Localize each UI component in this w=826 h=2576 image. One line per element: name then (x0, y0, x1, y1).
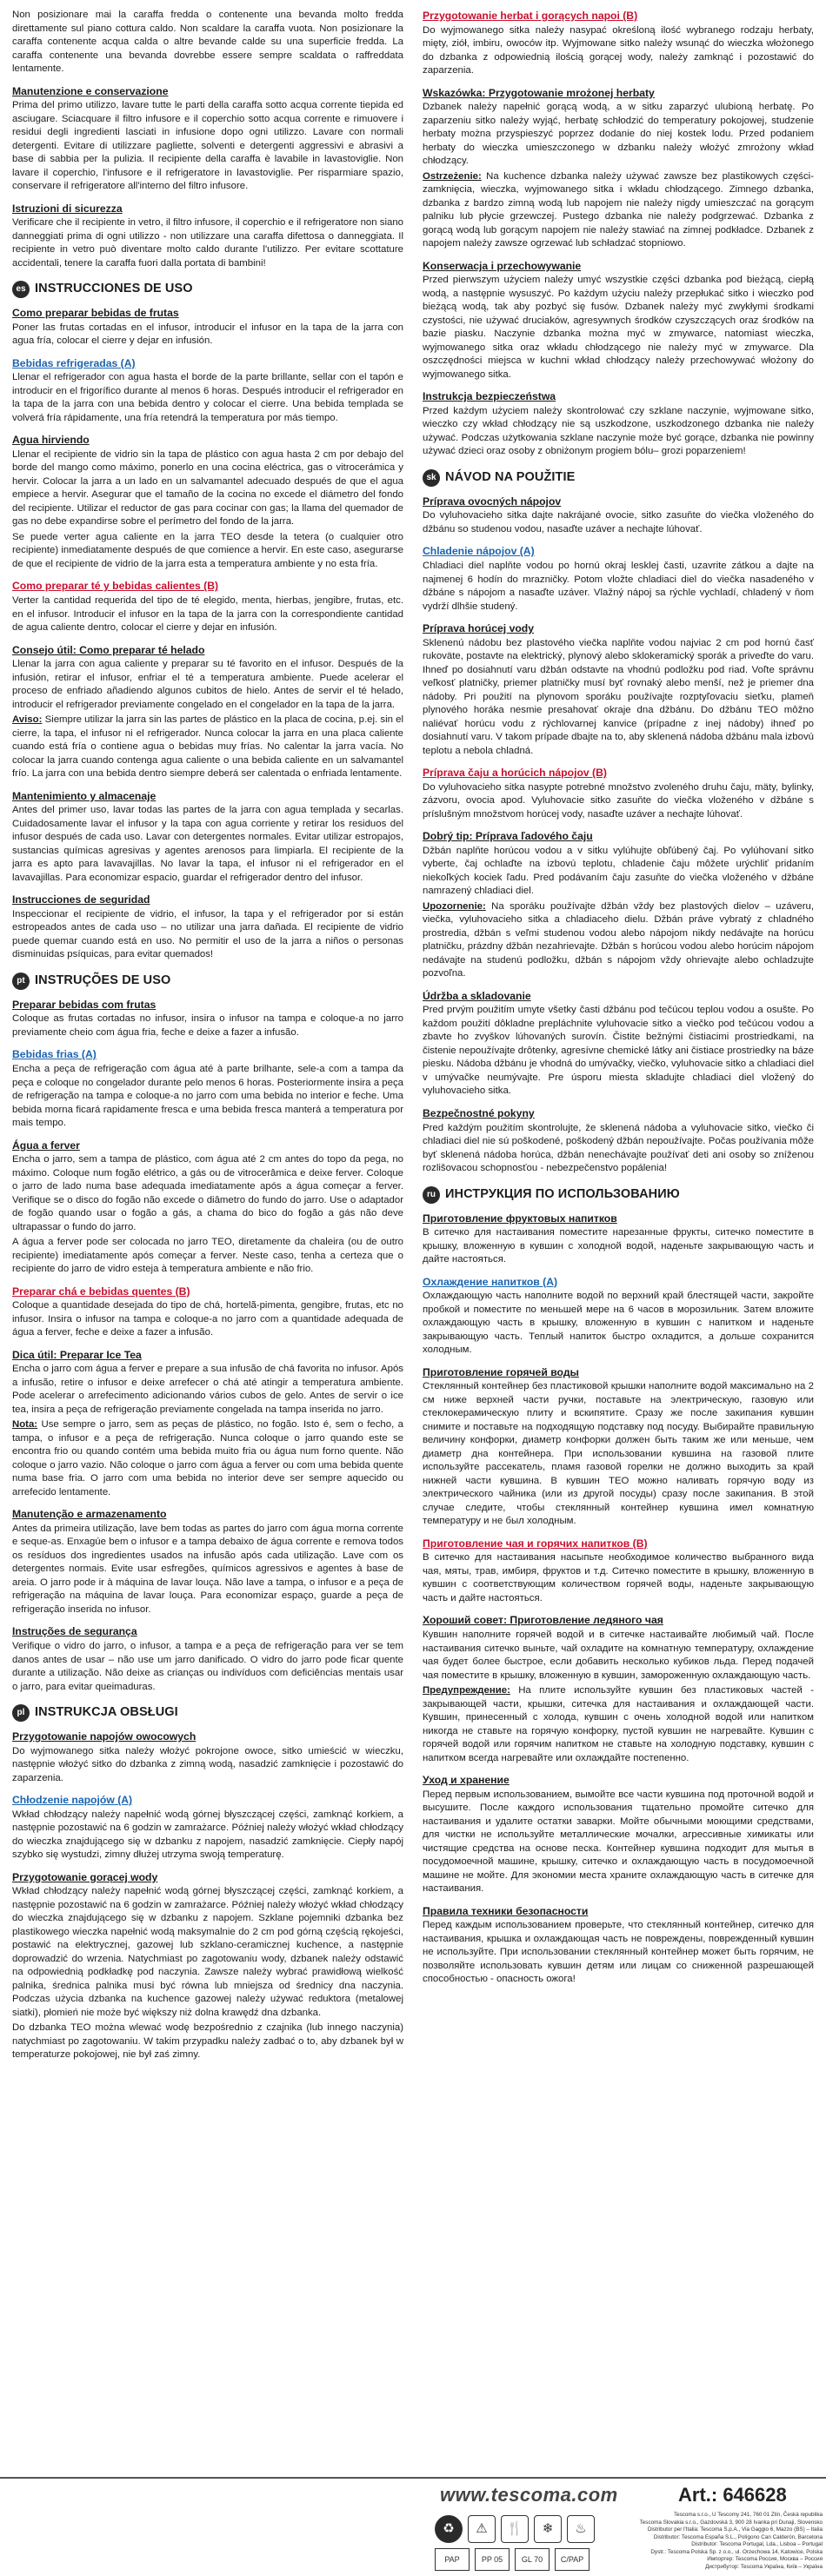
freezer-safe-icon: ❄ (534, 2515, 562, 2543)
company-line: Distributor: Tescoma Portugal, Lda., Lisboa – Portugal (691, 2541, 823, 2547)
es-cold-title: Bebidas refrigeradas (A) (12, 356, 136, 369)
es-maint: Antes del primer uso, lavar todas las partes de la jarra con agua templada y secarlas. Cuidadosamente lavar el infusor y la tapa con agua corriente y retirar los residuos del infusor después de cada uso. Lavar con detergentes normales. Evitar utilizar estropajos, sustancias químicas agresivas y agentes arenosos para limpiarla. El recipiente de la jarra es apto para lavavajillas. No lavar la tapa, el infusor ni el refrigerador en el lavavajillas. Para economizar espacio, guardar el refrigerador dentro del infusor. (12, 805, 403, 883)
website-link[interactable]: www.tescoma.com (440, 2484, 618, 2506)
warning-icon: ⚠ (468, 2515, 496, 2543)
pl-tip: Dzbanek należy napełnić gorącą wodą, a w sitku zaparzyć ulubioną herbatę. Po zaparzeniu sitko należy wyjąć, herbatę schłodzić do temperatury pokojowej, studzenie herbaty można przyspieszyć poprzez dodanie do niej kostek lodu. Przed podaniem herbaty do wieczka umieszczonego w dzbanku należy włożyć zmrożony wkład chłodzący. (423, 102, 814, 167)
company-line: Dystr.: Tescoma Polska Sp. z o.o., ul. Orzechowa 14, Katowice, Polska (650, 2548, 823, 2555)
pl-heading (12, 1704, 403, 1722)
pl-badge-icon: pl (12, 1704, 30, 1722)
pl-warn-text: Na kuchence dzbanka należy używać zawsze bez plastikowych części- zamknięcia, wieczka, wyjmowanego sitka i wkładu chłodzącego. Zimnego dzbanka, dzbanka z bardzo zimną wodą lub napojem nie należy nigdy umieszczać na gorącym palniku lub płycie grzewczej. Pustego dzbanka nie należy podgrzewać. Dzbanka z gorącą wodą lub gorącym napojem nie należy stawiać na zimnej podkładce. Dzbanek z napojem należy zawsze ogrzewać lub schładzać stopniowo. (423, 170, 814, 249)
pt-maint-title: Manutenção e armazenamento (12, 1508, 167, 1521)
material-code-2: PP 05 (475, 2548, 510, 2571)
es-tip: Llenar la jarra con agua caliente y preparar su té favorito en el infusor. Después de la infusión, retirar el infusor, enfriar el té a temperatura ambiente. Puede acelerar el proceso de enfriado añadiendo algunos cubitos de hielo. Antes de servir el té helado, introducir el refrigerador previamente congelado en el congelador en la tapa de la jarra. (12, 659, 403, 710)
pl-boil: Wkład chłodzący należy napełnić wodą górnej błyszczącej części, zamknąć korkiem, a następnie pozostawić na 6 godzin w zamrażarce. Później należy włożyć wkład chłodzący do wieczka znajdującego się w dzbanku z napojem. Szklane pojemniki dzbanka bez plastikowego wieczka napełnić wodą maksymalnie do 2 cm pod górną częścią rękojeści, postawić na elektrycznej, gazowej lub szklano-ceramicznej kuchence, a następnie doprowadzić do wrzenia. Natychmiast po zagotowaniu wody, dzbanek należy odstawić na odpowiednią podkładkę pod naczynia. Zawsze należy wybrać prawidłową wielkość palnika, średnica palnika musi być równa lub mniejsza od średnicy dna naczynia. Podczas użycia dzbanka na kuchence gazowej należy używać reduktora (metalowej siatki), płomień nie może być większy niż dolna krawędź dna dzbanka. (12, 1886, 403, 2018)
ru-hot-title: Приготовление горячей воды (423, 1365, 579, 1378)
right-column (423, 9, 814, 2486)
es-safety: Inspeccionar el recipiente de vidrio, el infusor, la tapa y el refrigerador por si están estropeados antes de cada uso – no utilizar una jarra dañada. El recipiente de vidrio puede quemar cuando está en uso. No permitir el uso de la jarra a niños o personas disminuidas psíquicas, para evitar quemados! (12, 908, 403, 960)
ru-cold: Охлаждающую часть наполните водой по верхний край блестящей части, закройте пробкой и поместите по меньшей мере на 6 часов в морозильник. Затем вложите охлаждающую часть в крышку, вложенную в кувшин с напитком и наденьте закрывающую часть. Теплый напиток быстро охладится, а дольше сохранится холодным. (423, 1291, 814, 1356)
company-line: Импортер: Tescoma Россия, Москва – Россия (707, 2556, 823, 2562)
es-warn-label: Aviso: (12, 714, 43, 726)
ru-warn-label: Предупреждение: (423, 1685, 510, 1696)
ru-heading (423, 1186, 814, 1204)
es-safety-title: Instrucciones de seguridad (12, 893, 150, 906)
pl-maint-title: Konserwacja i przechowywanie (423, 259, 582, 272)
pl-boil-title: Przygotowanie gorącej wody (12, 1870, 158, 1883)
sk-warn-label: Upozornenie: (423, 900, 486, 912)
pl-tea: Do wyjmowanego sitka należy nasypać określoną ilość wybranego rodzaju herbaty, mięty, ziół, imbiru, owoców itp. Wyjmowane sitko należy wsunąć do wieczka włożonego do dzbanka z odpowiednią ilością gorącej wody, należy zamknąć i pozostawić do zaparzenia. (423, 24, 814, 76)
pt-safety-title: Instruções de segurança (12, 1625, 137, 1638)
pt-maint: Antes da primeira utilização, lave bem todas as partes do jarro com água morna corrente e seque-as. Enxagúe bem o infusor e a tampa debaixo de água corrente e remova todos os resíduos dos ingredientes usados na infusão após cada utilização. Lave com os detergentes normais. Evite usar esfregões, químicos agressivos e agentes à base de areia. O jarro pode ir à máquina de lavar louça. Não lave a tampa, o infusor e a peça de refrigeração na máquina de lavar louça. Para economizar espaço, guarde a peça de refrigeração inserida no infusor. (12, 1523, 403, 1615)
pt-safety: Verifique o vidro do jarro, o infusor, a tampa e a peça de refrigeração para ver se tem danos antes de usar – não use um jarro danificado. O vidro do jarro pode ficar quente durante a utilização. Não deixe as crianças ou indivíduos com deficiências mentais usar o jarro, para evitar queimaduras. (12, 1641, 403, 1692)
pl-safety-title: Instrukcja bezpieczeństwa (423, 390, 556, 403)
pt-cold-title: Bebidas frias (A) (12, 1048, 97, 1061)
sk-heading (423, 469, 814, 487)
es-heading (12, 281, 403, 298)
sk-maint: Pred prvým použitím umyte všetky časti džbánu pod tečúcou teplou vodou a osušte. Po každom použití dôkladne prepláchnite vyluhovacie sitko a viečko pod tečúcou vodou a zbavte ho zvyškov lúhovaných surovín. Čistite bežnými čistiacimi prostriedkami, na čistenie nepoužívajte drôtenky, agresívne chemické látky ani čistiace prostriedky na báze piesku. Nádoba džbánu je vhodná do umývačky, viečko, vyluhovacie sitko a chladiaci diel v umývačke neumývajte. Pre úsporu miesta skladujte chladiaci diel vložený do vyluhovacieho sitka. (423, 1005, 814, 1097)
pl-warn-label: Ostrzeżenie: (423, 170, 482, 182)
pt-fruit: Coloque as frutas cortadas no infusor, insira o infusor na tampa e coloque-a no jarro previamente cheio com água fria, feche e deixe a fazer a infusão. (12, 1013, 403, 1038)
sk-maint-title: Údržba a skladovanie (423, 989, 531, 1002)
material-code-4: C/PAP (555, 2548, 590, 2571)
heat-safe-icon: ♨ (567, 2515, 595, 2543)
it-safety: Verificare che il recipiente in vetro, il filtro infusore, il coperchio e il refrigeratore non siano danneggiati prima di ogni utilizzo - non utilizzare una caraffa difettosa o danneggiata. Il recipiente in vetro può diventare molto caldo durante l'utilizzo. Per evitare scottature accidentali, tenere la caraffa fuori dalla portata di bambini! (12, 217, 403, 269)
article-number: Art.: 646628 (678, 2484, 787, 2506)
material-symbol-row (435, 2548, 590, 2571)
pt-tip: Encha o jarro com água a ferver e prepare a sua infusão de chá favorita no infusor. Após a infusão, retire o infusor e deixe arrefecer o chá até atingir a temperatura ambiente. Pode acelerar o arrefecimento adicionando vários cubos de gelo. Antes de servir o ice tea, insira a peça de refrigeração previamente congelada na tampa inserida no jarro. (12, 1364, 403, 1415)
food-safe-icon: 🍴 (501, 2515, 529, 2543)
pt-note (12, 1418, 403, 1499)
ru-warning (423, 1684, 814, 1765)
it-maint-title: Manutenzione e conservazione (12, 84, 169, 97)
pl-safety: Przed każdym użyciem należy skontrolować czy szklane naczynie, wyjmowane sitko, wieczko czy wkład chłodzący nie są uszkodzone, uszkodzonego dzbanka nie należy używać. Podczas użytkowania szklane naczynie może być gorące, dzbanka nie powinny używać dzieci oraz osoby z obniżonym progiem bólu– grozi poparzeniem! (423, 405, 814, 457)
es-tea-title: Como preparar té y bebidas calientes (B) (12, 580, 219, 593)
sk-tea-title: Príprava čaju a horúcich nápojov (B) (423, 767, 607, 780)
footer (0, 2477, 826, 2576)
pt-tea-title: Preparar chá e bebidas quentes (B) (12, 1285, 190, 1298)
it-maint: Prima del primo utilizzo, lavare tutte le parti della caraffa sotto acqua corrente tiepida ed asciugare. Sciacquare il filtro infusore e il coperchio sotto acqua corrente e rimuovere i residui degli ingredienti lasciati in infusione dopo ogni utilizzo. Lavare con normali detergenti. Evitare di utilizzare pagliette, solventi e detergenti aggressivi e abrasivi a base di sabbia per la pulizia. Il recipiente della caraffa è lavabile in lavastoviglie. Non lavare il coperchio, l'infusore e il refrigeratore in lavastoviglie. Per risparmiare spazio, conservare il refrigeratore all'interno del filtro infusore. (12, 100, 403, 192)
pt-title: INSTRUÇÕES DE USO (35, 973, 171, 987)
ru-cold-title: Охлаждение напитков (A) (423, 1275, 558, 1288)
sk-hot: Sklenenú nádobu bez plastového viečka naplňte vodou najviac 2 cm pod hornú časť rukoväte, postavte na elektrický, plynový alebo sklokeramický sporák a priveďte do varu. Ihneď po dosiahnutí varu džbán odstavte na vhodnú podložku pod riad. Voľte správnu veľkosť platničky, priemer platničky musí byť rovnaký alebo menší, než je priemer dna nádoby. Pri použití na plynovom sporáku používajte rozptyľovaciu sieťku, plameň plynového horáka nesmie presahovať okraje dna džbánu. Do džbánu TEO môžno naliévať horúcu vodu z rýchlovarnej kanvice (prípadne z inej nádoby) ihneď po dosiahnutí varu. V takom prípade dbajte na to, aby sklenená nádoba džbánu mala izbovú teplotu a nebola chladná. (423, 637, 814, 756)
sk-tea: Do vyluhovacieho sitka nasypte potrebné množstvo zvoleného druhu čaju, mäty, bylinky, zázvoru, ovocia apod. Vyluhovacie sitko zasuňte do viečka vloženého v džbáne s príslušným množstvom horúcej vody, nasaďte uzáver a nechajte lúhovať. (423, 781, 814, 820)
sk-hot-title: Príprava horúcej vody (423, 622, 535, 635)
ru-warn-text: На плите используйте кувшин без пластиковых частей - закрывающей части, крышки, ситечка для настаивания и охлаждающей части. Кувшин, принесенный с холода, кувшин с очень холодной водой или напитком никогда не ставьте на горячую конфорку, пустой кувшин не нагревайте. Кувшин с горячей водой или горячим напитком не ставьте на холодную подставку, кувшин с напитком всегда нагревайте или охлаждайте постепенно. (423, 1685, 814, 1763)
sk-tip: Džbán naplňte horúcou vodou a v sitku vylúhujte obľúbený čaj. Po vylúhovaní sitko vyberte, čaj ochlaďte na izbovú teplotu, chladenie čaju môžete urýchliť pridaním niekoľkých kociek ľadu. Pred podávaním čaju zasuňte do viečka vloženého v džbáne namrazený chladiaci diel. (423, 845, 814, 897)
es-warning (12, 714, 403, 781)
sk-fruit-title: Príprava ovocných nápojov (423, 495, 562, 508)
pt-tea: Coloque a quantidade desejada do tipo de chá, hortelã-pimenta, gengibre, frutas, etc no infusor. Insira o infusor na tampa e coloque-a no jarro com a quantidade adequada de água a ferver, feche e deixe a fazer a infusão. (12, 1300, 403, 1338)
sk-warning (423, 900, 814, 981)
sk-badge-icon: sk (423, 469, 440, 487)
it-intro: Non posizionare mai la caraffa fredda o contenente una bevanda molto fredda direttamente sul piano cottura caldo. Non scaldare la caraffa vuota. Non posizionare la caraffa contenente acqua calda o altre bevande calde su una superficie fredda. La caraffa contenente una bevanda dovrebbe essere sempre scaldata o raffreddata lentamente. (12, 10, 403, 74)
ru-tea: В ситечко для настаивания насыпьте необходимое количество выбранного вида чая, мяты, трав, имбиря, фруктов и т.д. Ситечко поместите в крышку, вложенную в кувшин с соответствующим количеством горячей воды, наденьте закрывающую часть и дайте настояться. (423, 1552, 814, 1603)
ru-tip-title: Хороший совет: Приготовление ледяного чая (423, 1614, 663, 1627)
pt-heading (12, 973, 403, 990)
recycle-icon: ♻ (435, 2515, 463, 2543)
es-fruit-title: Como preparar bebidas de frutas (12, 307, 179, 320)
left-column (12, 9, 403, 2486)
pl-fruit: Do wyjmowanego sitka należy włożyć pokrojone owoce, sitko umieścić w wieczku, następnie włożyć sitko do dzbanka z zimną wodą, nasadzić zamknięcie i pozostawić do zaparzenia. (12, 1745, 403, 1783)
sk-title: NÁVOD NA POUŽITIE (445, 470, 576, 485)
pl-tea-title: Przygotowanie herbat i gorących napoi (B) (423, 10, 638, 22)
pt-note-text: Use sempre o jarro, sem as peças de plástico, no fogão. Isto é, sem o fecho, a tampa, o infusor e a peça de refrigeração. Nunca coloque o jarro quando este se encontra frio ou quando contém uma bebida muito fria ou água num forno quente. Não coloque o jarro vazio. Não coloque o jarro com água a ferver ou com uma bebida quente numa base fria. O jarro com uma bebida no interior deve ser sempre aquecido ou arrefecido lentamente. (12, 1419, 403, 1497)
pl-fruit-title: Przygotowanie napojów owocowych (12, 1730, 197, 1743)
pt-boil2: A água a ferver pode ser colocada no jarro TEO, diretamente da chaleira (ou de outro recipiente) imediatamente após começar a ferver. Neste caso, tenha a certeza que o recipiente do jarro de vidro esteja à temperatura ambiente e não frio. (12, 1237, 403, 1275)
pt-note-label: Nota: (12, 1419, 38, 1431)
sk-fruit: Do vyluhovacieho sitka dajte nakrájané ovocie, sitko zasuňte do viečka vloženého do džbánu so studenou vodou, nasaďte uzáver a nechajte lúhovať. (423, 510, 814, 534)
company-line: Distributor: Tescoma España S.L., Polígono Can Calderón, Barcelona (653, 2533, 823, 2540)
ru-fruit-title: Приготовление фруктовых напитков (423, 1212, 617, 1225)
es-hot-title: Agua hirviendo (12, 434, 90, 447)
sk-warn-text: Na sporáku používajte džbán vždy bez plastových dielov – uzáveru, viečka, vyluhovacieho sitka a chladiaceho dielu. Džbán práve vybratý z chladného prostredia, džbán s veľmi studenou vodou alebo nápojom nikdy nedávajte na horúcu platničku, prázdny džbán nezahrievajte. Džbán s horúcou vodou alebo horúcim nápojom nedávajte na studenú podložku, džbán s nápojom vždy ohrievajte alebo ochladzujte pozvoľna. (423, 900, 814, 979)
sk-safety-title: Bezpečnostné pokyny (423, 1106, 535, 1119)
ru-hot: Стеклянный контейнер без пластиковой крышки наполните водой максимально на 2 см ниже верхней части ручки, поставьте на электрическую, газовую или стеклокерамическую плиту и вскипятите. Сразу же после закипания кувшин снимите и поставьте на подходящую подставку под посуду. Выбирайте правильную величину конфорки, диаметр конфорки должен быть таким же или меньше, чем диаметр дна контейнера. При использовании кувшина на газовой плите используйте рассекатель, пламя газовой горелки не должно выходить за край нижней части кувшина. В кувшин TEO можно наливать горячую воду из электрического чайника (или из другой посуды) сразу после закипания. В этой случае следите, чтобы стеклянный контейнер кувшина имел комнатную температуру и не был холодным. (423, 1381, 814, 1527)
pl-title: INSTRUKCJA OBSŁUGI (35, 1705, 178, 1720)
symbol-row (435, 2515, 595, 2543)
es-warn-text: Siempre utilizar la jarra sin las partes de plástico en la placa de cocina, p.ej. sin el cierre, la tapa, el infusor ni el refrigerador. Nunca colocar la jarra en una placa caliente cuando está fría o contiene agua o bebidas muy frías. No calentar la jarra vacía. No colocar la jarra cuando contenga agua caliente o una bebida caliente en un salvamantel frío. La jarra con una bebida dentro siempre deberá ser calentada o enfriada lentamente. (12, 714, 403, 780)
ru-tea-title: Приготовление чая и горячих напитков (B) (423, 1537, 648, 1550)
pl-cold-title: Chłodzenie napojów (A) (12, 1794, 133, 1807)
es-tea: Verter la cantidad requerida del tipo de té elegido, menta, hierbas, jengibre, frutas, etc. en el infusor. Introducir el infusor en la tapa de la jarra con la correspondiente cantidad de agua caliente dentro, colocar el cierre y dejar en infusión. (12, 595, 403, 634)
pl-maint: Przed pierwszym użyciem należy umyć wszystkie części dzbanka pod bieżącą, ciepłą wodą, a następnie wysuszyć. Po każdym użyciu należy przepłukać sitko i wieczko pod bieżącą wodą, tak aby pozbyć się fusów. Dzbanek należy myć zwykłymi środkami czystości, nie używać druciaków, agresywnych środków czyszczących oraz środków na bazie piasku. Naczynie dzbanka można myć w zmywarce, natomiast wieczka, wyjmowanego sitka oraz wkładu chłodzącego nie należy myć w zmywarce. Dla oszczędności miejsca w kuchni wkład chłodzący należy przechowywać włożony do wyjmowanego sitka. (423, 275, 814, 380)
sk-safety: Pred každým použitím skontrolujte, že sklenená nádoba a vyluhovacie sitko, viečko či chladiaci diel nie sú poškodené, poškodený džbán nepoužívajte. Počas používania môže byť sklenená nádoba horúca, džbán nenechávajte používať deti ani osoby so zníženou rozlišovacou schopnosťou - nebezpečenstvo popálenia! (423, 1122, 814, 1174)
pl-warning (423, 170, 814, 251)
ru-fruit: В ситечко для настаивания поместите нарезанные фрукты, ситечко поместите в крышку, вложенную в кувшин с холодной водой, наденьте закрывающую часть и дайте настояться. (423, 1227, 814, 1265)
pt-badge-icon: pt (12, 973, 30, 990)
pt-tip-title: Dica útil: Preparar Ice Tea (12, 1348, 142, 1361)
sk-cold: Chladiaci diel naplňte vodou po hornú okraj lesklej časti, uzavrite zátkou a dajte na najmenej 6 hodín do mrazničky. Potom vložte chladiaci diel do viečka nasadeného v džbáne s nápojom a nasaďte uzáver. Vlažný nápoj sa rýchle vychladí, chladený v ňom vydrží dlhšie studený. (423, 561, 814, 612)
footer-divider (0, 2477, 826, 2479)
company-line: Tescoma s.r.o., U Tescomy 241, 760 01 Zlín, Česká republika (673, 2512, 823, 2518)
material-code-1: PAP (435, 2548, 470, 2571)
es-badge-icon: es (12, 281, 30, 298)
es-cold: Llenar el refrigerador con agua hasta el borde de la parte brillante, sellar con el tapón e introducir en el frigorífico durante al menos 6 horas. Después introducir el refrigerador en la tapa de la jarra con una bebida dentro y colocar el cierre. Una bebida templada se volverá fría rápidamente, una fría retendrá la temperatura por más tiempo. (12, 372, 403, 423)
es-hot: Llenar el recipiente de vidrio sin la tapa de plástico con agua hasta 2 cm por debajo del borde del mango como máximo, ponerlo en una cocina eléctrica, gas o vitrocerámica y hervir. Colocar la jarra a un lado en un salvamantel adecuado después de que el agua empiece a hervir. Asegurar que el tamaño de la cocina no excede el diámetro del fondo del recipiente. Utilizar el reductor de gas para cocinar con gas; la llama del quemador de gas no debe expandirse sobre el perímetro del fondo de la jarra. (12, 448, 403, 528)
material-code-3: GL 70 (515, 2548, 550, 2571)
pt-fruit-title: Preparar bebidas com frutas (12, 998, 157, 1011)
pt-boil-title: Água a ferver (12, 1139, 80, 1152)
ru-maint: Перед первым использованием, вымойте все части кувшина под проточной водой и высушите. После каждого использования тщательно промойте ситечко для настаивания и удалите остатки заварки. Мойте обычными моющими средствами, для чистки не используйте металлические мочалки, агрессивные химикаты или чистящие средства на основе песка. Контейнер кувшина подходит для мытья в посудомоечной машине, крышку, ситечко и охлаждающую часть в посудомоечной машине не мойте. Для экономии места храните охлаждающую часть в ситечке для настаивания. (423, 1789, 814, 1895)
pl-boil2: Do dzbanka TEO można wlewać wodę bezpośrednio z czajnika (lub innego naczynia) natychmiast po zagotowaniu. W takim przypadku należy zadbać o to, aby dzbanek był w temperaturze pokojowej, nie był zaś zimny. (12, 2022, 403, 2061)
es-title: INSTRUCCIONES DE USO (35, 282, 193, 296)
ru-title: ИНСТРУКЦИЯ ПО ИСПОЛЬЗОВАНИЮ (445, 1186, 680, 1201)
pl-tip-title: Wskazówka: Przygotowanie mrożonej herbaty (423, 86, 655, 99)
pt-cold: Encha a peça de refrigeração com água até à parte brilhante, sele-a com a tampa da peça e coloque no congelador durante pelo menos 6 horas. Posteriormente insira a peça de refrigeração na tampa e coloque-a no jarro com uma bebida no interior e feche. Uma bebida morna ficará rapidamente fresca e uma bebida fresca manterá a temperatura por mais tempo. (12, 1064, 403, 1129)
pl-cold: Wkład chłodzący należy napełnić wodą górnej błyszczącej części, zamknąć korkiem, a następnie pozostawić na 6 godzin w zamrażarce. Później należy włożyć wkład chłodzący do wieczka znajdującego się w dzbanku z napojem, nasadzić zamknięcie. Ciepły napój szybko się wystudzi, zimny dłużej utrzyma swoją temperaturę. (12, 1809, 403, 1861)
company-line: Distributor per l'Italia: Tescoma S.p.A., Via Gaggio 6, Mazzo (BS) – Italia (647, 2526, 823, 2533)
sk-tip-title: Dobrý tip: Príprava ľadového čaju (423, 830, 593, 843)
pt-boil: Encha o jarro, sem a tampa de plástico, com água até 2 cm antes do topo da pega, no máximo. Coloque num fogão elétrico, a gás ou de vitrocerâmica e deixe ferver. Coloque o jarro de lado numa base adequada imediatamente após a água começar a ferver. Verifique se o disco do fogão não excede o diâmetro do fundo do jarro. Use o adaptador de fogão quando usar o fogão a gás, a chama do bico do fogão a gás não deve ultrapassar o fundo do jarro. (12, 1154, 403, 1232)
it-safety-title: Istruzioni di sicurezza (12, 202, 123, 215)
es-fruit: Poner las frutas cortadas en el infusor, introducir el infusor en la tapa de la jarra con agua fría, colocar el cierre y dejar en infusión. (12, 322, 403, 347)
es-tip-title: Consejo útil: Como preparar té helado (12, 643, 205, 656)
ru-maint-title: Уход и хранение (423, 1774, 510, 1786)
company-line: Tescoma Slovakia s.r.o., Gazdovská 3, 900 28 Ivanka pri Dunaji, Slovensko (639, 2519, 823, 2526)
sk-cold-title: Chladenie nápojov (A) (423, 545, 535, 558)
ru-tip: Кувшин наполните горячей водой и в ситечке настаивайте любимый чай. После настаивания ситечко выньте, чай охладите на комнатную температуру, охлаждение чая будет более быстрое, если добавить несколько кубиков льда. Перед подачей чая поместите в крышку, вложенную в кувшин, замороженную охлаждающую часть. (423, 1630, 814, 1681)
es-hot2: Se puede verter agua caliente en la jarra TEO desde la tetera (o cualquier otro recipiente) inmediatamente después de que comience a hervir. En este caso, asegurarse de que el recipiente de vidrio de la jarra esta a temperatura ambiente y no esta fría. (12, 531, 403, 569)
ru-badge-icon: ru (423, 1186, 440, 1204)
company-info (626, 2512, 823, 2571)
ru-safety: Перед каждым использованием проверьте, что стеклянный контейнер, ситечко для настаивания, крышка и охлаждающая часть не повреждены, поврежденный кувшин не используйте. При использовании стеклянный контейнер может быть горячим, не позволяйте использовать кувшин детям или лицам со сниженной разрешающей способностью - опасность ожога! (423, 1920, 814, 1985)
ru-safety-title: Правила техники безопасности (423, 1904, 589, 1917)
es-maint-title: Mantenimiento y almacenaje (12, 789, 157, 802)
company-line: Дистрибутор: Tescoma Україна, Київ – Україна (705, 2563, 823, 2570)
